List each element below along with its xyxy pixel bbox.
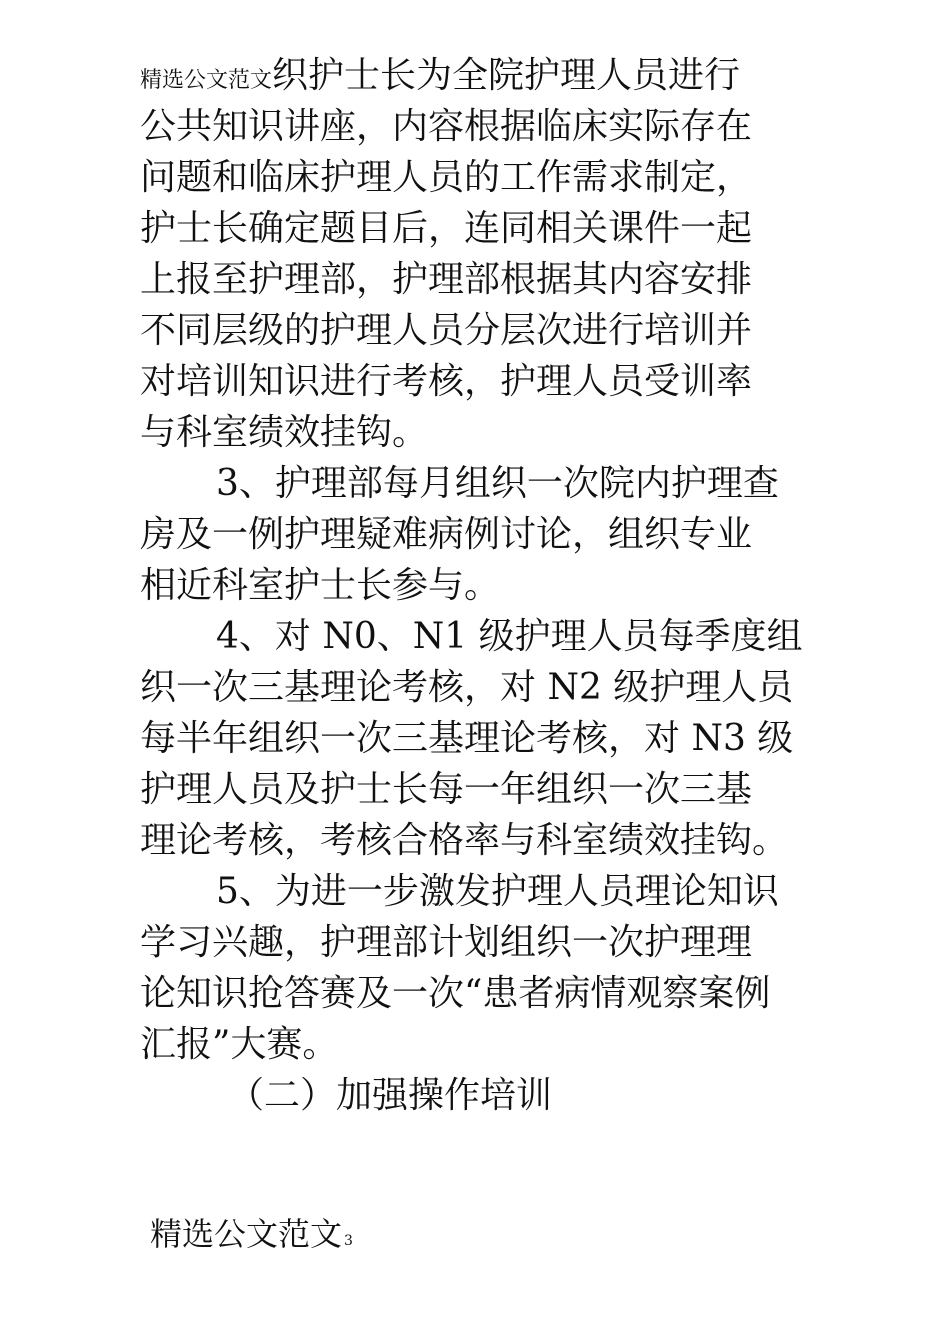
text-line: 问题和临床护理人员的工作需求制定， [140, 157, 753, 198]
text-line: 护士长确定题目后，连同相关课件一起 [140, 208, 753, 249]
text-line: 论知识抢答赛及一次“患者病情观察案例 [140, 973, 771, 1014]
footer-label: 精选公文范文 [150, 1215, 343, 1253]
text-line: 房及一例护理疑难病例讨论，组织专业 [140, 514, 753, 555]
text-line: 相近科室护士长参与。 [140, 565, 501, 606]
section-heading: （二）加强操作培训 [228, 1075, 553, 1116]
page-footer [150, 1210, 353, 1258]
page-number: 3 [344, 1233, 353, 1249]
text-line [140, 50, 820, 101]
paragraph-start-line: 4、对 N0、N1 级护理人员每季度组 [216, 616, 803, 657]
text-line-content: 织护士长为全院护理人员进行 [272, 55, 741, 96]
text-line: 公共知识讲座，内容根据临床实际存在 [140, 106, 753, 147]
header-watermark-label: 精选公文范文 [140, 68, 273, 93]
paragraph-start-line: 3、护理部每月组织一次院内护理查 [216, 463, 779, 504]
text-line: 与科室绩效挂钩。 [140, 412, 429, 453]
text-line: 护理人员及护士长每一年组织一次三基 [140, 769, 753, 810]
text-line: 汇报”大赛。 [140, 1024, 339, 1065]
text-line: 学习兴趣，护理部计划组织一次护理理 [140, 922, 753, 963]
text-line: 每半年组织一次三基理论考核，对 N3 级 [140, 718, 794, 759]
document-body [140, 50, 820, 1121]
text-line: 对培训知识进行考核，护理人员受训率 [140, 361, 753, 402]
text-line: 上报至护理部，护理部根据其内容安排 [140, 259, 753, 300]
text-line: 理论考核，考核合格率与科室绩效挂钩。 [140, 820, 789, 861]
paragraph-start-line: 5、为进一步激发护理人员理论知识 [216, 871, 779, 912]
text-line: 织一次三基理论考核，对 N2 级护理人员 [140, 667, 794, 708]
text-line: 不同层级的护理人员分层次进行培训并 [140, 310, 753, 351]
